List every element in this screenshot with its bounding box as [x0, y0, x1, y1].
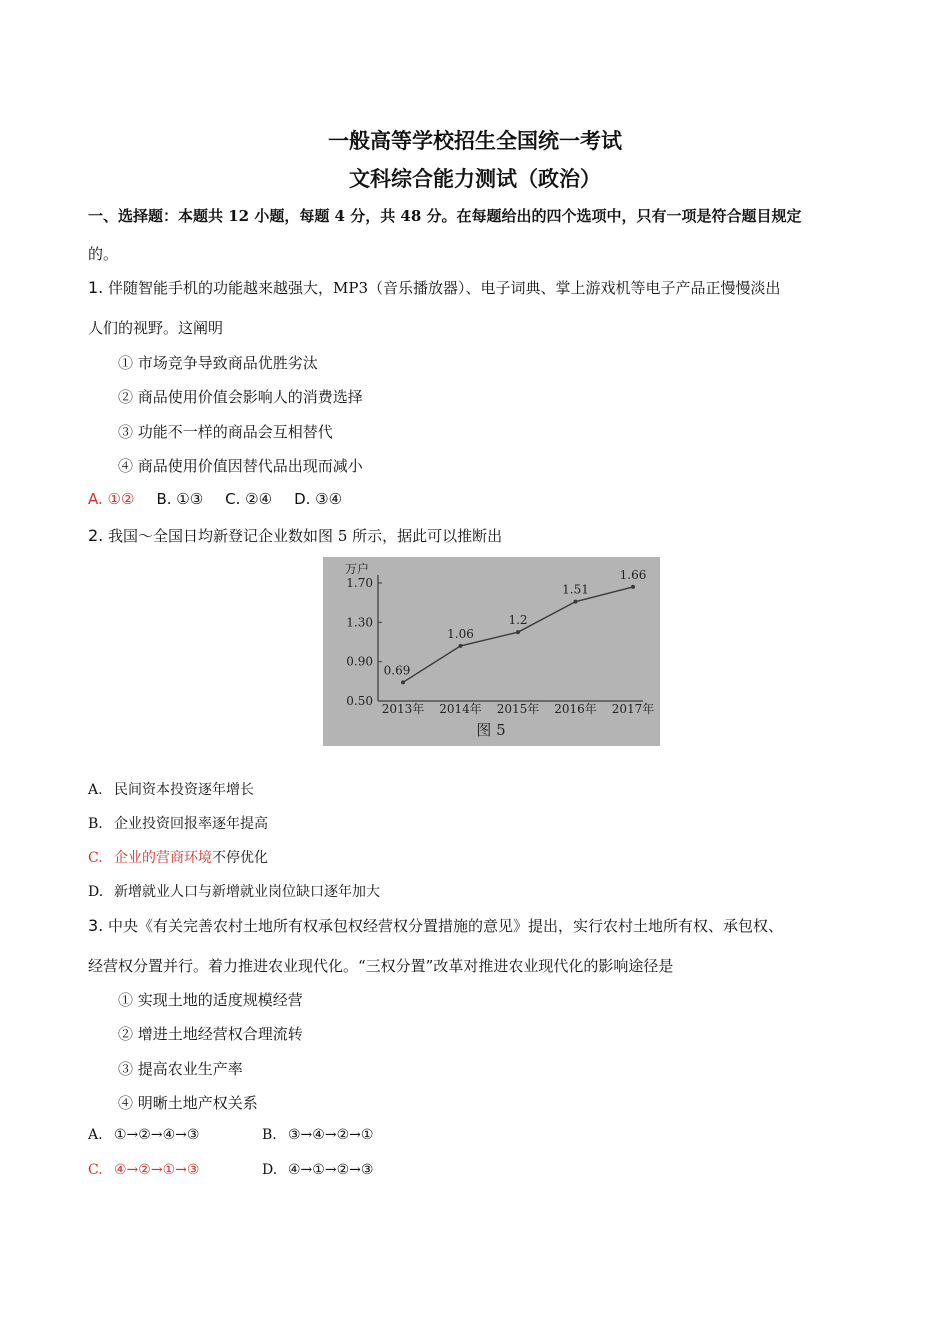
q3-item: ④ 明晰土地产权关系 [118, 1094, 258, 1112]
q2-option-b [88, 813, 268, 833]
x-tick-label: 2016年 [554, 702, 597, 716]
q1-item: ③ 功能不一样的商品会互相替代 [118, 423, 333, 441]
q3-stem-line2: 经营权分置并行。着力推进农业现代化。“三权分置”改革对推进农业现代化的影响途径是 [88, 957, 674, 975]
q3-number: 3. [88, 916, 104, 935]
figure-caption: 图 5 [476, 721, 506, 739]
y-tick-label: 0.90 [346, 654, 373, 669]
y-axis-unit-label: 万户 [345, 562, 370, 576]
q1-choices [88, 490, 364, 508]
q1-number: 1. [88, 278, 104, 297]
option-label: C. [88, 1162, 103, 1178]
y-tick-label: 0.50 [346, 694, 373, 708]
q1-stem [88, 277, 781, 298]
x-tick-label: 2015年 [496, 702, 540, 716]
line-chart [323, 557, 660, 746]
data-point [401, 680, 405, 684]
q1-choice-a: A. ①② [88, 490, 135, 508]
q1-item: ④ 商品使用价值因替代品出现而减小 [118, 457, 363, 475]
x-tick-label: 2017年 [611, 702, 655, 716]
option-text: ①→②→④→③ [114, 1127, 200, 1143]
q1-choice-b: B. ①③ [156, 490, 204, 508]
option-text: 新增就业人口与新增就业岗位缺口逐年加大 [114, 884, 380, 900]
q3-stem [88, 915, 783, 936]
q1-stem-line1: 伴随智能手机的功能越来越强大，MP3（音乐播放器）、电子词典、掌上游戏机等电子产品正慢慢淡出 [108, 279, 781, 297]
q2-option-a [88, 779, 254, 799]
data-point [574, 600, 578, 604]
q1-choice-d: D. ③④ [294, 490, 343, 508]
q1-item: ② 商品使用价值会影响人的消费选择 [118, 388, 363, 406]
data-label: 0.69 [383, 663, 411, 678]
option-label: B. [88, 816, 103, 832]
x-tick-label: 2013年 [381, 702, 425, 716]
option-label: B. [262, 1127, 277, 1143]
data-label: 1.2 [508, 613, 528, 628]
option-label: C. [88, 850, 103, 866]
y-tick-label: 1.70 [346, 576, 373, 590]
x-tick-label: 2014年 [439, 702, 482, 716]
option-label: A. [88, 782, 103, 798]
q3-item: ② 增进土地经营权合理流转 [118, 1025, 303, 1043]
q3-choice-a [88, 1127, 199, 1143]
q1-stem-line2: 人们的视野。这阐明 [88, 319, 224, 337]
q1-item: ① 市场竞争导致商品优胜劣汰 [118, 354, 318, 372]
q3-item: ① 实现土地的适度规模经营 [118, 991, 303, 1009]
doc-title: 一般高等学校招生全国统一考试 [328, 128, 622, 153]
y-tick-label: 1.30 [346, 615, 373, 630]
q2-stem [88, 525, 502, 546]
q2-option-c [88, 847, 268, 867]
q3-item: ③ 提高农业生产率 [118, 1060, 243, 1078]
option-text: ③→④→②→① [288, 1127, 374, 1143]
figure-5-chart [323, 557, 660, 746]
doc-subtitle: 文科综合能力测试（政治） [349, 166, 601, 191]
data-point [459, 644, 463, 648]
data-label: 1.06 [447, 626, 474, 641]
q2-number: 2. [88, 526, 104, 545]
q3-choice-c [88, 1162, 199, 1178]
data-label: 1.66 [619, 567, 647, 582]
data-point [516, 630, 520, 634]
q3-choice-d [262, 1162, 373, 1178]
q1-choice-c: C. ②④ [225, 490, 273, 508]
q3-choice-b [262, 1127, 373, 1143]
option-text: ④→①→②→③ [288, 1162, 374, 1178]
option-label: D. [88, 884, 104, 900]
series-line [403, 587, 633, 682]
q3-stem-line1: 中央《有关完善农村土地所有权承包权经营权分置措施的意见》提出，实行农村土地所有权、承包权、 [108, 917, 784, 935]
section-instructions: 一、选择题：本题共 12 小题，每题 4 分，共 48 分。在每题给出的四个选项中，只有一项是符合题目规定 [88, 207, 802, 225]
option-label: D. [262, 1162, 278, 1178]
option-label: A. [88, 1127, 103, 1143]
option-text: 企业投资回报率逐年提高 [114, 816, 268, 832]
section-instructions-cont: 的。 [88, 245, 119, 263]
option-text: 不停优化 [212, 850, 268, 866]
q2-option-d [88, 881, 380, 901]
option-text: 民间资本投资逐年增长 [114, 782, 254, 798]
option-text: ④→②→①→③ [114, 1162, 200, 1178]
q2-stem-text: 我国～全国日均新登记企业数如图 5 所示，据此可以推断出 [108, 527, 503, 545]
option-text-highlight: 企业的营商环境 [114, 850, 212, 866]
data-label: 1.51 [562, 582, 589, 597]
data-point [631, 585, 635, 589]
